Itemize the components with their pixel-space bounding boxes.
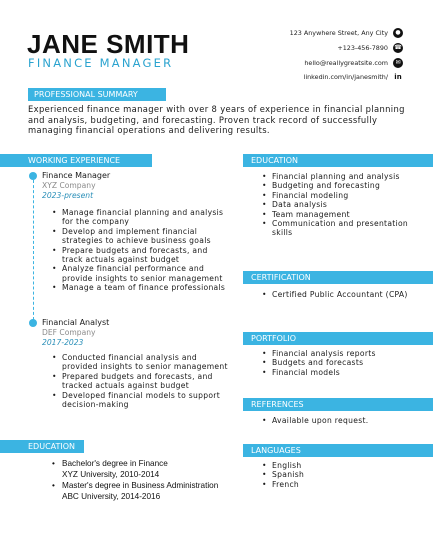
- list-item: • Spanish: [262, 470, 412, 479]
- summary-text: Experienced finance manager with over 8 years of experience in financial planning and analysis, budgeting, and forecasting. Proven track record of successfully managing financial operations and delivering results.: [28, 104, 405, 136]
- languages-heading: LANGUAGES: [251, 446, 301, 455]
- list-item: • Available upon request.: [262, 416, 412, 425]
- list-item: • Financial planning and analysis: [262, 172, 412, 181]
- list-item: • Data analysis: [262, 200, 412, 209]
- job-company: XYZ Company: [42, 181, 96, 190]
- school: XYZ University, 2010-2014: [62, 470, 160, 479]
- job-dates: 2023-present: [42, 191, 94, 200]
- candidate-role: FINANCE MANAGER: [28, 56, 174, 70]
- references-list: [262, 416, 412, 425]
- list-item: • Budgets and forecasts: [262, 358, 412, 367]
- timeline-dot: [29, 319, 37, 327]
- experience-heading: WORKING EXPERIENCE: [28, 156, 121, 165]
- education-right-heading: EDUCATION: [251, 156, 299, 165]
- contact-phone: [337, 43, 403, 53]
- list-item: • Manage a team of finance professionals: [52, 283, 230, 292]
- job-title: Finance Manager: [42, 171, 111, 180]
- list-item: • French: [262, 480, 412, 489]
- summary-heading-bar: [28, 88, 166, 101]
- list-item: • Develop and implement financial strategies to achieve business goals: [52, 227, 230, 246]
- timeline-line: [33, 180, 34, 320]
- list-item: • Prepared budgets and forecasts, and tracked actuals against budget: [52, 372, 230, 391]
- list-item: • Budgeting and forecasting: [262, 181, 412, 190]
- languages-heading-bar: [243, 444, 433, 457]
- list-item: • English: [262, 461, 412, 470]
- contact-linkedin[interactable]: [304, 72, 403, 82]
- list-item: • Manage financial planning and analysis for the company: [52, 208, 230, 227]
- contact-address-text: 123 Anywhere Street, Any City: [289, 29, 388, 37]
- degree: Bachelor's degree in Finance: [62, 459, 168, 468]
- linkedin-icon: in: [394, 73, 402, 81]
- degree: Master's degree in Business Administration: [62, 481, 219, 490]
- timeline-dot: [29, 172, 37, 180]
- candidate-name: JANE SMITH: [27, 29, 190, 59]
- location-pin-icon: ●: [393, 28, 403, 38]
- contact-phone-text: +123-456-7890: [337, 44, 388, 52]
- job-company: DEF Company: [42, 328, 96, 337]
- contact-linkedin-text[interactable]: linkedin.com/in/janesmith/: [303, 73, 388, 81]
- phone-icon: ☎: [394, 44, 402, 51]
- email-icon: ✉: [393, 58, 403, 68]
- school: ABC University, 2014-2016: [62, 492, 161, 501]
- list-item: [52, 458, 237, 480]
- contact-email[interactable]: [304, 58, 403, 68]
- list-item: [52, 480, 237, 502]
- references-heading-bar: [243, 398, 433, 411]
- languages-list: [262, 461, 412, 489]
- job-bullets: [52, 208, 230, 293]
- job-dates: 2017-2023: [42, 338, 84, 347]
- portfolio-list: [262, 349, 412, 377]
- education-left-heading: EDUCATION: [28, 442, 76, 451]
- list-item: • Financial modeling: [262, 191, 412, 200]
- job-title: Financial Analyst: [42, 318, 110, 327]
- list-item: • Prepare budgets and forecasts, and track actuals against budget: [52, 246, 230, 265]
- certification-list: [262, 290, 412, 299]
- list-item: • Communication and presentation skills: [262, 219, 412, 238]
- contact-email-text[interactable]: hello@reallygreatsite.com: [304, 59, 388, 67]
- list-item: • Developed financial models to support decision-making: [52, 391, 230, 410]
- education-left-heading-bar: [0, 440, 84, 453]
- list-item: • Analyze financial performance and provide insights to senior management: [52, 264, 230, 283]
- list-item: • Financial models: [262, 368, 412, 377]
- education-list: [52, 458, 237, 502]
- summary-heading: PROFESSIONAL SUMMARY: [34, 90, 138, 99]
- job-bullets: [52, 353, 230, 409]
- skills-list: [262, 172, 412, 238]
- portfolio-heading-bar: [243, 332, 433, 345]
- experience-heading-bar: [0, 154, 152, 167]
- list-item: • Team management: [262, 210, 412, 219]
- list-item: • Certified Public Accountant (CPA): [262, 290, 412, 299]
- certification-heading-bar: [243, 271, 433, 284]
- list-item: • Conducted financial analysis and provided insights to senior management: [52, 353, 230, 372]
- contact-address: [290, 28, 403, 38]
- certification-heading: CERTIFICATION: [251, 273, 311, 282]
- list-item: • Financial analysis reports: [262, 349, 412, 358]
- references-heading: REFERENCES: [251, 400, 304, 409]
- portfolio-heading: PORTFOLIO: [251, 334, 296, 343]
- education-right-heading-bar: [243, 154, 433, 167]
